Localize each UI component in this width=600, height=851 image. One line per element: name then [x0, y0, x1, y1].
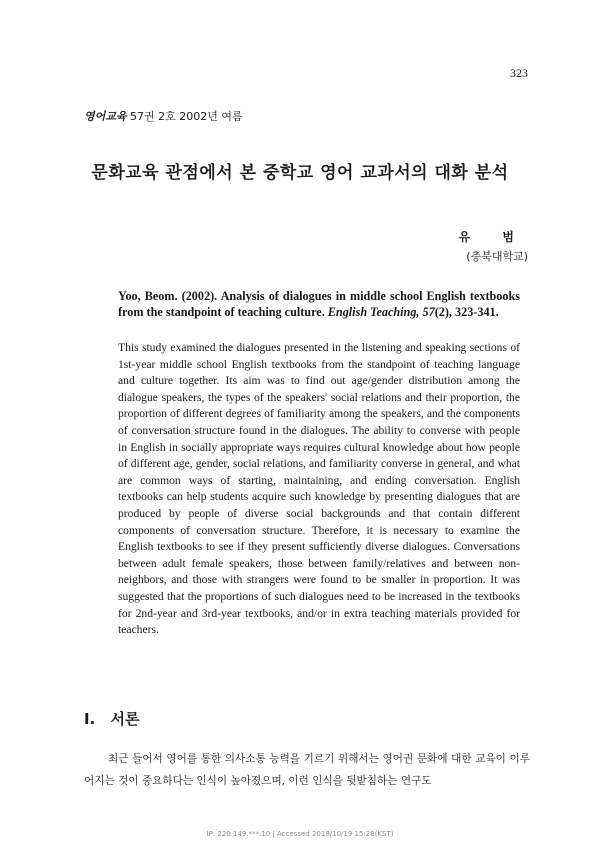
citation-journal: English Teaching, 57 [327, 305, 435, 319]
page-number: 323 [510, 66, 528, 80]
section-number: I. [84, 710, 96, 728]
access-footer: IP: 220.149.***.10 | Accessed 2018/10/19 15:28(KST) [206, 830, 394, 838]
paper-title: 문화교육 관점에서 본 중학교 영어 교과서의 대화 분석 [91, 163, 509, 183]
citation-issue: (2), 323-341. [434, 305, 499, 319]
journal-issue: 57권 2호 2002년 여름 [130, 110, 243, 123]
citation [118, 288, 520, 320]
author-name: 유 범 [458, 230, 528, 244]
intro-paragraph: 최근 들어서 영어를 통한 의사소통 능력을 기르기 위해서는 영어권 문화에 대한 교육이 이루어지는 것이 중요하다는 인식이 높아졌으며, 이런 인식을 뒷받침하는 연구도 [84, 753, 530, 787]
abstract: This study examined the dialogues presented in the listening and speaking sections of 1st-year middle school English textbooks from the standpoint of teaching language and culture together. Its aim was to find out age/gender distribution among the dialogue speakers, the types of the speakers' social relations and their proportion, the proportion of different degrees of familiarity among the speakers, and the components of conversation structure found in the dialogues. The ability to converse with people in English in socially appropriate ways requires cultural knowledge about how people of different age, gender, social relations, and familiarity converse in general, and what are common ways of starting, maintaining, and ending conversation. English textbooks can help students acquire such knowledge by presenting dialogues that are produced by people of diverse social backgrounds and that contain different components of conversation structure. Therefore, it is necessary to examine the English textbooks to see if they present sufficiently diverse dialogues. Conversations between adult female speakers, those between family/relatives and between non-neighbors, and those with strangers were found to be smaller in proportion. It was suggested that the proportions of such dialogues need to be increased in the textbooks for 2nd-year and 3rd-year textbooks, and/or in extra teaching materials provided for teachers. [118, 341, 520, 637]
journal-name: 영어교육 [84, 110, 127, 123]
journal-header [84, 108, 243, 124]
section-title: 서론 [110, 710, 140, 728]
author-affiliation: (충북대학교) [466, 250, 528, 263]
section-heading [84, 708, 140, 729]
citation-authors-title: Yoo, Beom. (2002). Analysis of dialogues in middle school English textbooks from the standpoint of teaching culture. [118, 289, 520, 319]
